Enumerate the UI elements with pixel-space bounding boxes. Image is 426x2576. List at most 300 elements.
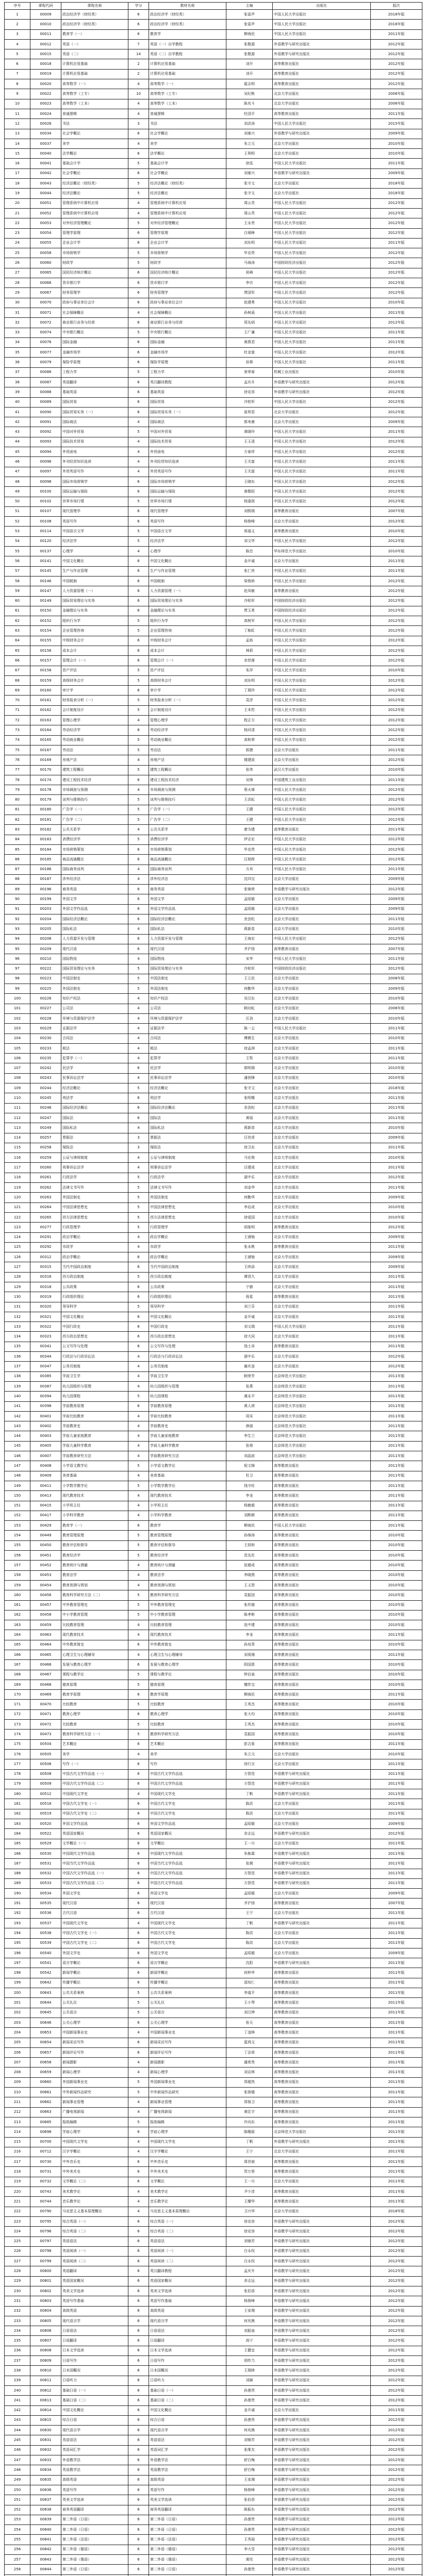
cell-course-code: 00229 — [30, 1024, 61, 1033]
cell-credit: 6 — [128, 894, 149, 904]
cell-index: 169 — [5, 1680, 30, 1689]
cell-publisher: 北京师范大学出版社 — [273, 1441, 371, 1451]
cell-credit: 6 — [128, 168, 149, 178]
cell-index: 18 — [5, 179, 30, 189]
cell-index: 147 — [5, 1461, 30, 1471]
cell-edition: 2012年版 — [371, 49, 422, 59]
table-row — [5, 2555, 422, 2565]
cell-course-name: 外国文学史 — [61, 1948, 128, 1958]
cell-author: 冷柏军 — [226, 397, 273, 407]
cell-index: 207 — [5, 2058, 30, 2067]
cell-author: 张燕 — [226, 1381, 273, 1391]
cell-textbook: 国际商法 — [149, 417, 226, 427]
cell-credit: 6 — [128, 506, 149, 516]
cell-author: 丁帆 — [226, 1789, 273, 1799]
cell-publisher: 北京师范大学出版社 — [273, 1431, 371, 1441]
cell-author: 王晓东 — [226, 477, 273, 486]
cell-credit: 4 — [128, 1630, 149, 1640]
cell-course-name: 政治学概论 — [61, 1232, 128, 1242]
cell-course-name: 第二外语（德语） — [61, 2545, 128, 2554]
cell-course-name: 国际运输与保险 — [61, 487, 128, 497]
cell-credit: 3 — [128, 1133, 149, 1143]
cell-credit: 6 — [128, 348, 149, 358]
cell-index: 162 — [5, 1610, 30, 1620]
cell-credit: 6 — [128, 517, 149, 527]
cell-course-name: 中国古代文学史（一） — [61, 1928, 128, 1938]
cell-course-code: 00054 — [30, 228, 61, 238]
cell-edition: 2012年版 — [371, 397, 422, 407]
cell-course-name: 中国古代文学史（二） — [61, 1938, 128, 1948]
table-row — [5, 885, 422, 894]
cell-course-code: 00815 — [30, 2415, 61, 2425]
cell-author: 郭寿康 — [226, 417, 273, 427]
cell-author: 王永贵 — [226, 218, 273, 228]
cell-publisher: 中国人民大学出版社 — [273, 218, 371, 228]
header-edition: 版次 — [371, 3, 422, 10]
cell-credit: 4 — [128, 447, 149, 457]
cell-course-code: 00070 — [30, 298, 61, 308]
table-row — [5, 1521, 422, 1531]
cell-edition: 2011年版 — [371, 2405, 422, 2415]
cell-edition: 2012年版 — [371, 2216, 422, 2226]
cell-textbook: 中国税制 — [149, 576, 226, 586]
cell-index: 204 — [5, 2028, 30, 2038]
cell-course-code: 00320 — [30, 1302, 61, 1312]
table-row — [5, 2336, 422, 2346]
cell-edition: 2011年版 — [371, 2157, 422, 2167]
cell-textbook: 会计制度设计 — [149, 705, 226, 715]
cell-course-code: 00801 — [30, 2276, 61, 2286]
cell-publisher: 北京大学出版社 — [273, 1312, 371, 1321]
cell-edition: 2011年版 — [371, 2097, 422, 2107]
cell-textbook: 商务英语翻译 — [149, 2505, 226, 2515]
cell-course-code: 00322 — [30, 1322, 61, 1332]
cell-author: 孙培青 — [226, 1640, 273, 1650]
cell-course-name: 社会保障概论 — [61, 308, 128, 317]
cell-author: 何梓华 — [226, 1968, 273, 1978]
cell-credit: 6 — [128, 268, 149, 278]
cell-credit: 5 — [128, 835, 149, 844]
cell-textbook: 文学概论 — [149, 2177, 226, 2187]
cell-edition: 2011年版 — [371, 2028, 422, 2038]
cell-author: 王玉清 — [226, 437, 273, 447]
cell-author: 刘洪涛 — [226, 119, 273, 129]
cell-publisher: 外语教学与研究出版社 — [273, 2346, 371, 2355]
cell-author: 王家湘 — [226, 2475, 273, 2485]
cell-index: 22 — [5, 218, 30, 228]
cell-credit: 4 — [128, 2197, 149, 2207]
cell-course-name: 管理系统中计算机应用 — [61, 208, 128, 218]
cell-edition: 2011年版 — [371, 1183, 422, 1193]
cell-textbook: 谈判与推销技巧 — [149, 795, 226, 805]
cell-credit: 5 — [128, 984, 149, 994]
cell-author: 徐大同 — [226, 1332, 273, 1342]
cell-textbook: 中国文化概论 — [149, 1312, 226, 1321]
cell-textbook: 英语国家概况 — [149, 2276, 226, 2286]
cell-edition: 2011年版 — [371, 1163, 422, 1173]
cell-author: 刘金华 — [226, 1183, 273, 1193]
cell-index: 230 — [5, 2286, 30, 2296]
cell-edition: 2010年版 — [371, 666, 422, 675]
cell-textbook: 基础日语（二） — [149, 2396, 226, 2405]
cell-author: 张伯香 — [226, 2495, 273, 2505]
cell-course-name: 英语翻译 — [61, 377, 128, 387]
cell-credit: 4 — [128, 825, 149, 835]
cell-textbook: 民事诉讼法学 — [149, 1073, 226, 1083]
cell-textbook: 政治经济学（财经类） — [149, 10, 226, 20]
cell-index: 88 — [5, 874, 30, 884]
cell-course-name: 法学概论 — [61, 149, 128, 159]
cell-index: 20 — [5, 198, 30, 208]
table-row — [5, 954, 422, 964]
cell-edition: 2011年版 — [371, 2127, 422, 2137]
cell-course-code: 00114 — [30, 527, 61, 536]
cell-credit: 6 — [128, 2326, 149, 2336]
cell-course-code: 00472 — [30, 1720, 61, 1730]
cell-course-name: 艺术概论 — [61, 1739, 128, 1749]
cell-course-name: 劳动经济学 — [61, 725, 128, 735]
cell-author: 蒋新苗 — [226, 924, 273, 934]
cell-course-code: 00210 — [30, 954, 61, 964]
cell-edition: 2012年版 — [371, 2445, 422, 2455]
cell-author: 郑超然 — [226, 2077, 273, 2087]
cell-course-code: 00137 — [30, 547, 61, 556]
cell-course-code: 00184 — [30, 844, 61, 854]
cell-author: 陈洪 — [226, 1938, 273, 1948]
cell-course-name: 小学语文教学论 — [61, 1461, 128, 1471]
cell-index: 209 — [5, 2077, 30, 2087]
cell-course-name: 管理系统中计算机应用 — [61, 198, 128, 208]
cell-course-name: 英语阅读（二） — [61, 2257, 128, 2266]
cell-textbook: 政治经济学（财经类） — [149, 20, 226, 29]
table-row — [5, 675, 422, 685]
cell-course-name: 幼儿园课程 — [61, 1392, 128, 1401]
table-row — [5, 1163, 422, 1173]
cell-course-code: 00092 — [30, 427, 61, 437]
table-row — [5, 1371, 422, 1381]
cell-publisher: 北京大学出版社 — [273, 1013, 371, 1023]
cell-author: 王续添 — [226, 1262, 273, 1272]
cell-index: 1 — [5, 10, 30, 20]
cell-course-code: 00344 — [30, 1352, 61, 1362]
cell-textbook: 汉字学概论 — [149, 2147, 226, 2157]
table-row — [5, 1272, 422, 1282]
table-row — [5, 1938, 422, 1948]
cell-credit: 6 — [128, 1819, 149, 1829]
table-row — [5, 825, 422, 835]
cell-credit: 6 — [128, 2405, 149, 2415]
cell-edition: 2007年版 — [371, 506, 422, 516]
cell-course-code: 00790 — [30, 2207, 61, 2216]
cell-course-code: 00222 — [30, 964, 61, 974]
cell-course-code: 00659 — [30, 2067, 61, 2077]
cell-textbook: 环境与资源保护法学 — [149, 1013, 226, 1023]
cell-index: 141 — [5, 1401, 30, 1411]
cell-credit: 5 — [128, 367, 149, 377]
cell-course-code: 00178 — [30, 785, 61, 795]
cell-edition: 2010年版 — [371, 1610, 422, 1620]
cell-author: 齐沪扬 — [226, 944, 273, 954]
cell-edition: 2009年版 — [371, 168, 422, 178]
cell-course-name: 日语语法 — [61, 2326, 128, 2336]
cell-course-code: 00265 — [30, 1212, 61, 1222]
cell-credit: 6 — [128, 2038, 149, 2047]
cell-publisher: 中国人民大学出版社 — [273, 208, 371, 218]
cell-index: 202 — [5, 2008, 30, 2018]
cell-publisher: 高等教育出版社 — [273, 1650, 371, 1659]
cell-edition: 2011年版 — [371, 1312, 422, 1321]
table-row — [5, 2047, 422, 2057]
cell-publisher: 高等教育出版社 — [273, 1461, 371, 1471]
cell-course-code: 00147 — [30, 586, 61, 596]
cell-edition: 2011年版 — [371, 1769, 422, 1779]
cell-course-code: 00097 — [30, 467, 61, 477]
cell-textbook: 外国文学 — [149, 894, 226, 904]
cell-edition: 2012年版 — [371, 686, 422, 696]
table-row — [5, 1392, 422, 1401]
cell-credit: 5 — [128, 1988, 149, 1998]
cell-course-code: 00223 — [30, 974, 61, 984]
cell-course-name: 学前比较教育 — [61, 1411, 128, 1421]
cell-course-code: 00459 — [30, 1620, 61, 1630]
cell-publisher: 北京大学出版社 — [273, 1054, 371, 1063]
cell-index: 140 — [5, 1392, 30, 1401]
cell-edition: 2011年版 — [371, 328, 422, 337]
cell-course-name: 审计学 — [61, 686, 128, 696]
cell-author: 余志远 — [226, 2276, 273, 2286]
cell-course-name: 外国文学 — [61, 894, 128, 904]
cell-edition: 2011年版 — [371, 1043, 422, 1053]
cell-course-name: 国际技术贸易 — [61, 437, 128, 447]
cell-publisher: 外语教学与研究出版社 — [273, 2296, 371, 2306]
table-row — [5, 1103, 422, 1113]
cell-course-name: 国民经济统计概论 — [61, 268, 128, 278]
cell-edition: 2012年版 — [371, 387, 422, 397]
cell-publisher: 北京师范大学出版社 — [273, 1371, 371, 1381]
cell-credit: 4 — [128, 1033, 149, 1043]
cell-textbook: 日语写作 — [149, 2356, 226, 2366]
table-row — [5, 1232, 422, 1242]
cell-edition: 2010年版 — [371, 1700, 422, 1709]
cell-credit: 6 — [128, 1859, 149, 1869]
table-row — [5, 1173, 422, 1182]
table-row — [5, 2227, 422, 2236]
cell-author: 高树军 — [226, 616, 273, 626]
cell-author: 陈振东 — [226, 2505, 273, 2515]
table-row — [5, 844, 422, 854]
table-row — [5, 2157, 422, 2167]
cell-author: 唐淑 — [226, 1421, 273, 1431]
cell-index: 60 — [5, 596, 30, 606]
cell-course-code: 00451 — [30, 1551, 61, 1561]
cell-index: 258 — [5, 2565, 30, 2574]
cell-publisher: 外语教学与研究出版社 — [273, 377, 371, 387]
cell-course-code: 00453 — [30, 1570, 61, 1580]
cell-author: 丁淦林 — [226, 2028, 273, 2038]
cell-credit: 5 — [128, 2117, 149, 2127]
cell-edition: 2011年版 — [371, 1113, 422, 1123]
cell-publisher: 外语教学与研究出版社 — [273, 129, 371, 139]
cell-author: 王洪耘 — [226, 795, 273, 805]
cell-course-code: 00657 — [30, 2047, 61, 2057]
cell-course-code: 00090 — [30, 407, 61, 417]
cell-publisher: 高等教育出版社 — [273, 1700, 371, 1709]
cell-course-name: 文学概论（一） — [61, 1839, 128, 1849]
cell-author: 张守文 — [226, 189, 273, 198]
cell-publisher: 外语教学与研究出版社 — [273, 2475, 371, 2485]
cell-edition: 2011年版 — [371, 1411, 422, 1421]
cell-edition: 2010年版 — [371, 1600, 422, 1610]
table-row — [5, 765, 422, 775]
cell-edition: 2010年版 — [371, 1570, 422, 1580]
cell-credit: 6 — [128, 2336, 149, 2346]
cell-index: 177 — [5, 1759, 30, 1769]
cell-course-name: 日本文学选读 — [61, 2346, 128, 2355]
cell-author: 余志远 — [226, 1829, 273, 1839]
table-row — [5, 1759, 422, 1769]
cell-course-name: 中国古代文学史（一） — [61, 1799, 128, 1809]
cell-index: 180 — [5, 1789, 30, 1799]
cell-textbook: 教育科学研究方法 — [149, 1730, 226, 1739]
cell-credit: 4 — [128, 755, 149, 765]
cell-author: 冷柏军 — [226, 964, 273, 974]
cell-course-code: 00042 — [30, 168, 61, 178]
cell-credit: 4 — [128, 417, 149, 427]
cell-course-name: 中国古代文学作品选（二） — [61, 1878, 128, 1888]
cell-credit: 6 — [128, 944, 149, 954]
cell-credit: 6 — [128, 377, 149, 387]
cell-publisher: 中国人民大学出版社 — [273, 119, 371, 129]
cell-publisher: 北京大学出版社 — [273, 1889, 371, 1899]
table-row — [5, 1620, 422, 1630]
cell-textbook: 建筑工程概论 — [149, 765, 226, 775]
cell-edition: 2011年版 — [371, 1928, 422, 1938]
cell-index: 93 — [5, 924, 30, 934]
cell-textbook: 外贸函电 — [149, 447, 226, 457]
cell-credit: 5 — [128, 2088, 149, 2097]
cell-course-name: 公务员制度 — [61, 1362, 128, 1371]
cell-course-code: 00457 — [30, 1600, 61, 1610]
cell-textbook: 中国现代文学史 — [149, 2137, 226, 2147]
cell-credit: 4 — [128, 437, 149, 447]
cell-credit: 5 — [128, 1720, 149, 1730]
cell-course-code: 00645 — [30, 2008, 61, 2018]
cell-course-code: 00206 — [30, 934, 61, 944]
cell-index: 34 — [5, 337, 30, 347]
cell-author: 丁瑞玲 — [226, 686, 273, 696]
table-row — [5, 1849, 422, 1858]
cell-course-code: 00813 — [30, 2396, 61, 2405]
cell-course-code: 00227 — [30, 1004, 61, 1013]
cell-textbook: 中国行政史 — [149, 1322, 226, 1332]
table-row — [5, 2545, 422, 2554]
cell-author: 孙莲贵 — [226, 2565, 273, 2574]
cell-credit: 4 — [128, 2137, 149, 2147]
cell-course-name: 学前教育史 — [61, 1421, 128, 1431]
cell-publisher: 中国人民大学出版社 — [273, 675, 371, 685]
cell-edition: 2011年版 — [371, 1451, 422, 1461]
cell-textbook: 英语写作基础 — [149, 2296, 226, 2306]
table-row — [5, 596, 422, 606]
cell-textbook: 英语语法 — [149, 2236, 226, 2246]
cell-publisher: 高等教育出版社 — [273, 1739, 371, 1749]
cell-credit: 4 — [128, 79, 149, 89]
cell-course-code: 00806 — [30, 2326, 61, 2336]
cell-course-name: 现代语言学 — [61, 2316, 128, 2326]
cell-author: 郑先炳 — [226, 318, 273, 328]
cell-publisher: 高等教育出版社 — [273, 2067, 371, 2077]
cell-index: 216 — [5, 2147, 30, 2157]
cell-credit: 6 — [128, 487, 149, 497]
cell-course-name: 外国法制史 — [61, 984, 128, 994]
table-row — [5, 874, 422, 884]
cell-textbook: 劳动就业概论 — [149, 735, 226, 745]
cell-textbook: 组织行为学 — [149, 616, 226, 626]
cell-edition: 2010年版 — [371, 1680, 422, 1689]
cell-publisher: 北京大学出版社 — [273, 924, 371, 934]
cell-course-name: 国际贸易理论与实务 — [61, 964, 128, 974]
cell-index: 160 — [5, 1590, 30, 1600]
cell-course-code: 00209 — [30, 944, 61, 954]
cell-edition: 2010年版 — [371, 1670, 422, 1680]
cell-publisher: 中国人民大学出版社 — [273, 686, 371, 696]
cell-publisher: 北京大学出版社 — [273, 1272, 371, 1282]
cell-course-code: 00321 — [30, 1312, 61, 1321]
cell-index: 222 — [5, 2207, 30, 2216]
cell-edition: 2012年版 — [371, 59, 422, 69]
cell-author: 卫兴华 — [226, 2207, 273, 2216]
cell-credit: 4 — [128, 109, 149, 118]
cell-credit: 6 — [128, 2475, 149, 2485]
cell-author: 谢庆奎 — [226, 1362, 273, 1371]
cell-publisher: 中国人民大学出版社 — [273, 228, 371, 238]
cell-edition: 2012年版 — [371, 39, 422, 49]
cell-course-code: 00053 — [30, 218, 61, 228]
cell-textbook: 中国古代文学史 — [149, 1809, 226, 1819]
cell-course-name: 中国语言文学 — [61, 527, 128, 536]
table-row — [5, 1481, 422, 1490]
cell-textbook: 英美文学选读 — [149, 2286, 226, 2296]
cell-credit: 5 — [128, 189, 149, 198]
cell-course-name: 领导科学 — [61, 1302, 128, 1312]
table-row — [5, 1451, 422, 1461]
cell-course-code: 00060 — [30, 258, 61, 268]
cell-author: 张雷声 — [226, 10, 273, 20]
cell-author: 徐克容 — [226, 2227, 273, 2236]
cell-credit: 5 — [128, 1392, 149, 1401]
cell-edition: 2012年版 — [371, 1362, 422, 1371]
cell-credit: 6 — [128, 1759, 149, 1769]
cell-course-code: 00661 — [30, 2088, 61, 2097]
table-row — [5, 348, 422, 358]
cell-index: 220 — [5, 2187, 30, 2197]
cell-index: 10 — [5, 99, 30, 109]
table-row — [5, 318, 422, 328]
table-row — [5, 457, 422, 467]
cell-publisher: 外语教学与研究出版社 — [273, 2246, 371, 2256]
cell-author: 汪劲 — [226, 1013, 273, 1023]
cell-course-code: 00203 — [30, 904, 61, 914]
table-row — [5, 2435, 422, 2445]
cell-credit: 4 — [128, 308, 149, 317]
cell-edition: 2011年版 — [371, 1789, 422, 1799]
cell-textbook: 市场营销学 — [149, 248, 226, 258]
cell-textbook: 学前教育史 — [149, 1421, 226, 1431]
cell-textbook: 中外教育管理史 — [149, 1600, 226, 1610]
table-row — [5, 1700, 422, 1709]
cell-textbook: 国际金融 — [149, 337, 226, 347]
cell-credit: 6 — [128, 566, 149, 576]
